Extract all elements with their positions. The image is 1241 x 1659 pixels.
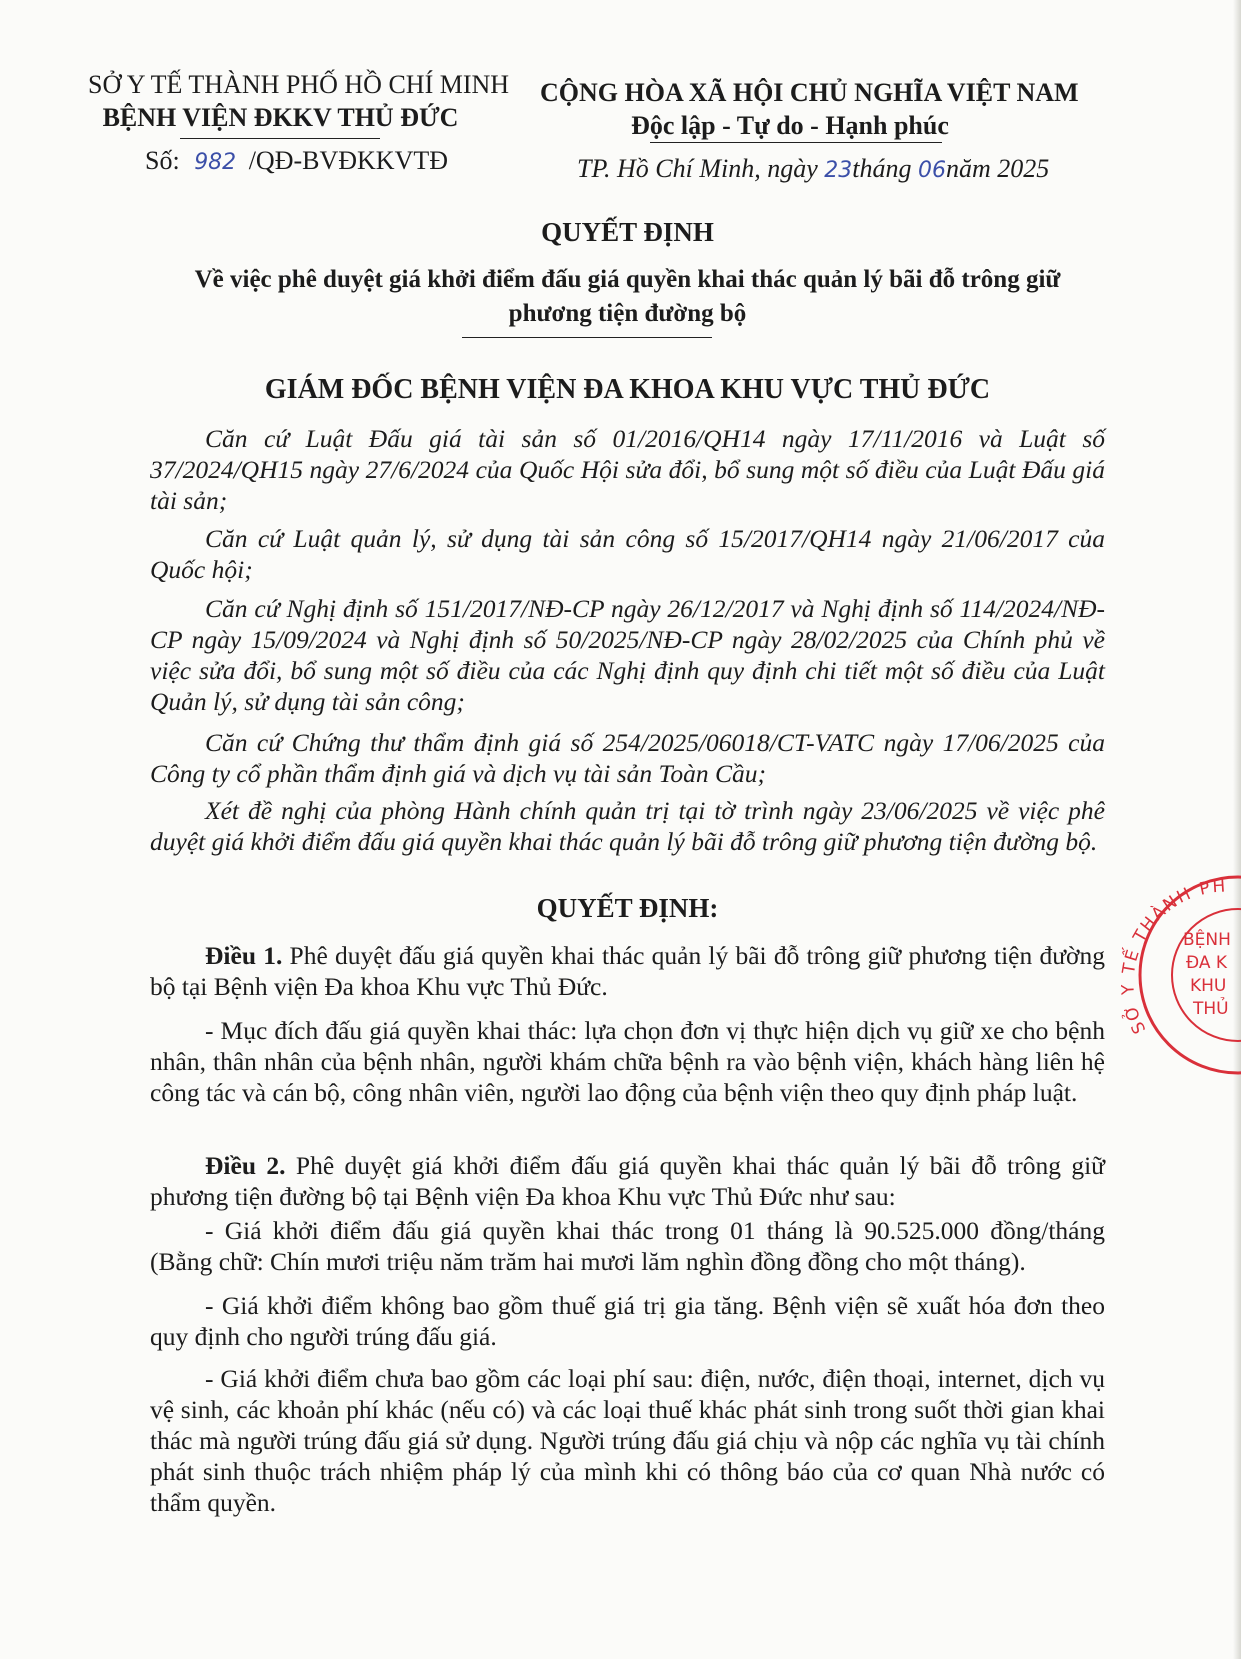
article-2-bullet-1: - Giá khởi điểm đấu giá quyền khai thác trong 01 tháng là 90.525.000 đồng/tháng (Bằng chữ: Chín mươi triệu năm trăm hai mươi lăm nghìn đồng đồng cho một tháng).: [150, 1216, 1105, 1276]
subject-line-1: Về việc phê duyệt giá khởi điểm đấu giá quyền khai thác quản lý bãi đỗ trông giữ: [194, 266, 1061, 293]
date-prefix: TP. Hồ Chí Minh, ngày: [577, 154, 818, 183]
title-rule: [462, 337, 712, 338]
legal-basis-2: Căn cứ Luật quản lý, sử dụng tài sản công số 15/2017/QH14 ngày 21/06/2017 của Quốc hội;: [150, 524, 1105, 584]
article-1-purpose: - Mục đích đấu giá quyền khai thác: lựa chọn đơn vị thực hiện dịch vụ giữ xe cho bệnh nhân, thân nhân của bệnh nhân, người khám chữa bệnh ra vào bệnh viện, khách hàng liên hệ công tác và cán bộ, công nhân viên, người lao động của bệnh viện theo quy định pháp luật.: [150, 1016, 1105, 1107]
issuing-authority-line: SỞ Y TẾ THÀNH PHỐ HỒ CHÍ MINH: [88, 70, 510, 99]
page-edge-shadow: [1233, 0, 1241, 1659]
date-day-handwritten: 23: [824, 158, 853, 183]
hospital-name: BỆNH VIỆN ĐKKV THỦ ĐỨC: [102, 103, 459, 132]
seal-inner-ring: [1172, 909, 1241, 1041]
legal-basis-5: Xét đề nghị của phòng Hành chính quản trị tại tờ trình ngày 23/06/2025 về việc phê duyệt giá khởi điểm đấu giá quyền khai thác quản lý bãi đỗ trông giữ phương tiện đường bộ.: [150, 796, 1105, 856]
seal-inner-line-1: BỆNH: [1183, 930, 1231, 950]
article-2-bullet-2: - Giá khởi điểm không bao gồm thuế giá trị gia tăng. Bệnh viện sẽ xuất hóa đơn theo quy định cho người trúng đấu giá.: [150, 1291, 1105, 1351]
article-2-label: Điều 2.: [205, 1151, 286, 1180]
date-month-handwritten: 06: [918, 158, 946, 183]
seal-inner-line-2: ĐA K: [1186, 953, 1228, 973]
legal-basis-3: Căn cứ Nghị định số 151/2017/NĐ-CP ngày 26/12/2017 và Nghị định số 114/2024/NĐ-CP ngày 15/09/2024 và Nghị định số 50/2025/NĐ-CP ngày 28/02/2025 của Chính phủ về việc sửa đổi, bổ sung một số điều của các Nghị định quy định chi tiết một số điều của Luật Quản lý, sử dụng tài sản công;: [150, 594, 1105, 716]
legal-basis-1: Căn cứ Luật Đấu giá tài sản số 01/2016/QH14 ngày 17/11/2016 và Luật số 37/2024/QH15 ngày 27/6/2024 của Quốc Hội sửa đổi, bổ sung một số điều của Luật Đấu giá tài sản;: [150, 424, 1105, 515]
legal-basis-4: Căn cứ Chứng thư thẩm định giá số 254/2025/06018/CT-VATC ngày 17/06/2025 của Công ty cổ phần thẩm định giá và dịch vụ tài sản Toàn Cầu;: [150, 728, 1105, 788]
red-seal-stamp: [1118, 876, 1241, 1080]
article-1-label: Điều 1.: [205, 941, 283, 970]
authority-heading: GIÁM ĐỐC BỆNH VIỆN ĐA KHOA KHU VỰC THỦ ĐỨC: [264, 374, 991, 405]
seal-arc-text: SỞ Y TẾ THÀNH PH: [1118, 876, 1228, 1037]
decision-heading: QUYẾT ĐỊNH:: [536, 893, 719, 923]
article-2-text: Phê duyệt giá khởi điểm đấu giá quyền khai thác quản lý bãi đỗ trông giữ phương tiện đường bộ tại Bệnh viện Đa khoa Khu vực Thủ Đức như sau:: [150, 1151, 1105, 1211]
national-motto: Độc lập - Tự do - Hạnh phúc: [631, 111, 949, 140]
date-year: năm 2025: [946, 154, 1050, 183]
article-2-bullet-3: - Giá khởi điểm chưa bao gồm các loại phí sau: điện, nước, điện thoại, internet, dịch vụ vệ sinh, các khoản phí khác (nếu có) và các loại thuế khác phát sinh trong suốt thời gian khai thác mà người trúng đấu giá sử dụng. Người trúng đấu giá chịu và nộp các nghĩa vụ tài chính phát sinh thuộc trách nhiệm pháp lý của mình khi có thông báo của cơ quan Nhà nước có thẩm quyền.: [150, 1364, 1105, 1517]
seal-inner-line-3: KHU: [1190, 976, 1227, 996]
document-title: QUYẾT ĐỊNH: [541, 217, 714, 247]
number-prefix: Số:: [145, 146, 180, 175]
number-handwritten: 982: [194, 150, 237, 175]
subject-line-2: phương tiện đường bộ: [508, 300, 747, 327]
article-1-text: Phê duyệt đấu giá quyền khai thác quản lý bãi đỗ trông giữ phương tiện đường bộ tại Bệnh viện Đa khoa Khu vực Thủ Đức.: [150, 941, 1106, 1001]
article-1: [150, 940, 1105, 1002]
header-right-rule: [650, 142, 942, 143]
article-2: [150, 1150, 1105, 1212]
national-title: CỘNG HÒA XÃ HỘI CHỦ NGHĨA VIỆT NAM: [540, 78, 1079, 107]
number-suffix: /QĐ-BVĐKKVTĐ: [248, 146, 449, 175]
date-month-label: tháng: [852, 154, 912, 183]
seal-inner-line-4: THỦ: [1193, 999, 1229, 1019]
header-left-rule: [180, 138, 380, 139]
document-number: [145, 144, 448, 180]
document-date: [577, 152, 1049, 188]
